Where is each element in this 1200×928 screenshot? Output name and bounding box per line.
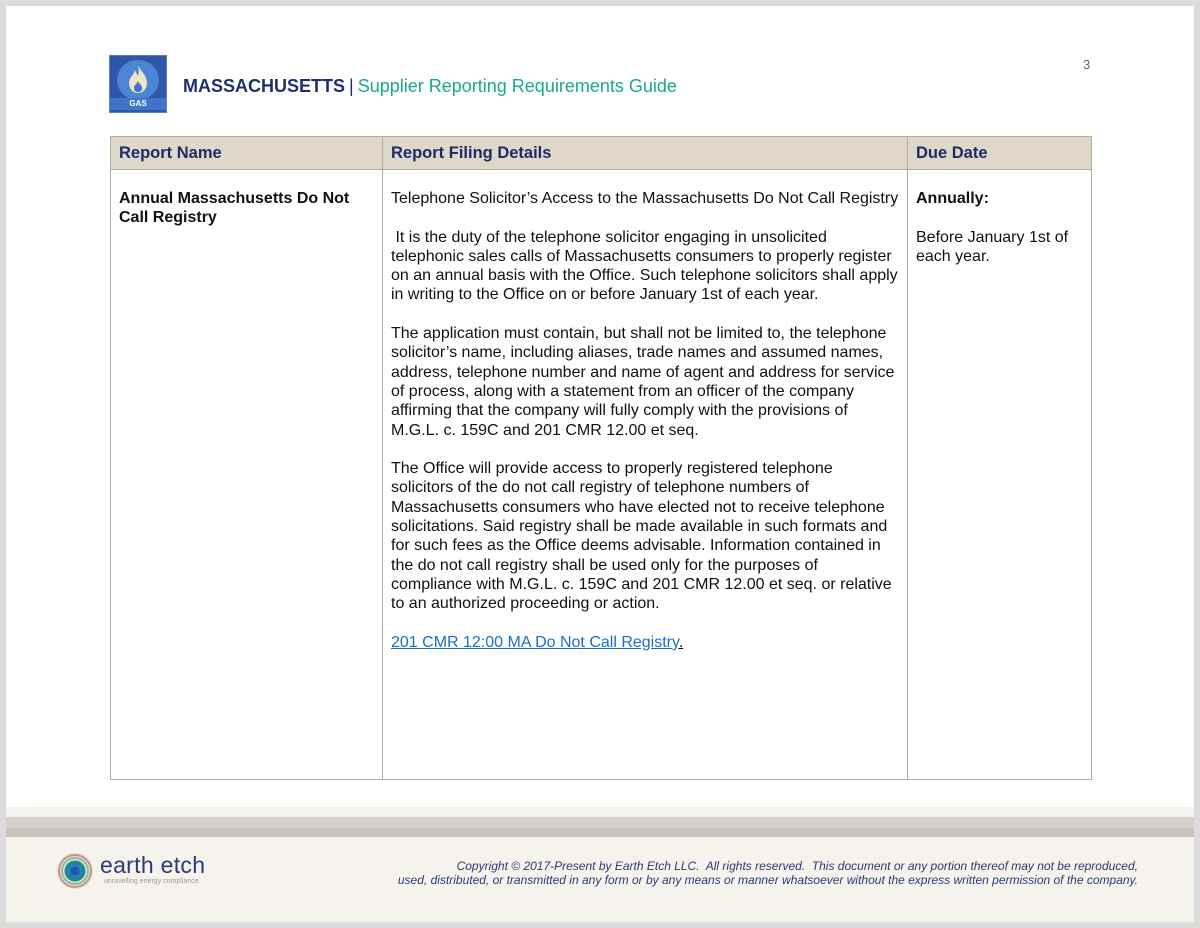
- column-header-filing-details: Report Filing Details: [383, 137, 908, 170]
- table-header-row: [111, 137, 1092, 170]
- report-table: [110, 136, 1092, 780]
- gas-logo-label: GAS: [110, 98, 166, 110]
- due-date-cell: [908, 170, 1092, 780]
- details-paragraph: The Office will provide access to properly registered telephone solicitors of the do not call registry of telephone numbers of Massachusetts consumers who have elected not to receive telephone solicitations. Said registry shall be made available in such formats and for such fees as the Office deems advisable. Information contained in the do not call registry shall be used only for the purposes of compliance with M.G.L. c. 159C and 201 CMR 12.00 et seq. or relative to an authorized proceeding or action.: [391, 460, 892, 613]
- column-header-due-date: Due Date: [908, 137, 1092, 170]
- earth-etch-tagline: unravelling energy compliance: [104, 878, 199, 885]
- details-link-line: [391, 633, 899, 652]
- report-name-cell: Annual Massachusetts Do Not Call Registry: [111, 170, 383, 780]
- flame-icon: [126, 64, 150, 94]
- copyright-line: Copyright © 2017-Present by Earth Etch LLC. All rights reserved. This document or any portion thereof may not be reproduced,: [456, 859, 1138, 873]
- details-paragraph: The application must contain, but shall not be limited to, the telephone solicitor’s name, including aliases, trade names and assumed names, address, telephone number and name of agent and address for service of process, along with a statement from an officer of the company affirming that the company will fully comply with the provisions of M.G.L. c. 159C and 201 CMR 12.00 et seq.: [391, 325, 895, 439]
- state-name: MASSACHUSETTS: [183, 76, 346, 96]
- guide-title: Supplier Reporting Requirements Guide: [357, 76, 677, 96]
- do-not-call-registry-link[interactable]: 201 CMR 12:00 MA Do Not Call Registry: [391, 633, 679, 651]
- document-page: [6, 6, 1194, 922]
- footer-top-band: [6, 807, 1194, 817]
- copyright-notice: [338, 859, 1138, 887]
- page-title: [183, 76, 677, 97]
- link-suffix: .: [678, 633, 684, 651]
- due-text: Before January 1st of each year.: [916, 228, 1069, 265]
- details-heading: Telephone Solicitor’s Access to the Massachusetts Do Not Call Registry: [391, 190, 899, 207]
- footer-stripe: [6, 817, 1194, 828]
- filing-details-cell: [383, 170, 908, 780]
- gas-logo: [109, 55, 167, 113]
- title-separator: |: [349, 76, 354, 96]
- table-row: [111, 170, 1092, 780]
- column-header-report-name: Report Name: [111, 137, 383, 170]
- footer-stripe: [6, 828, 1194, 837]
- earth-etch-logo-icon: [56, 852, 94, 890]
- page-number: 3: [1083, 57, 1091, 72]
- earth-etch-brand: earth etch: [100, 852, 206, 878]
- details-paragraph: It is the duty of the telephone solicitor engaging in unsolicited telephonic sales calls of Massachusetts consumers to properly register on an annual basis with the Office. Such telephone solicitors shall apply in writing to the Office on or before January 1st of each year.: [391, 228, 903, 304]
- due-frequency: Annually:: [916, 190, 989, 207]
- copyright-line: used, distributed, or transmitted in any form or by any means or manner whatsoever without the express written permission of the company.: [397, 873, 1138, 887]
